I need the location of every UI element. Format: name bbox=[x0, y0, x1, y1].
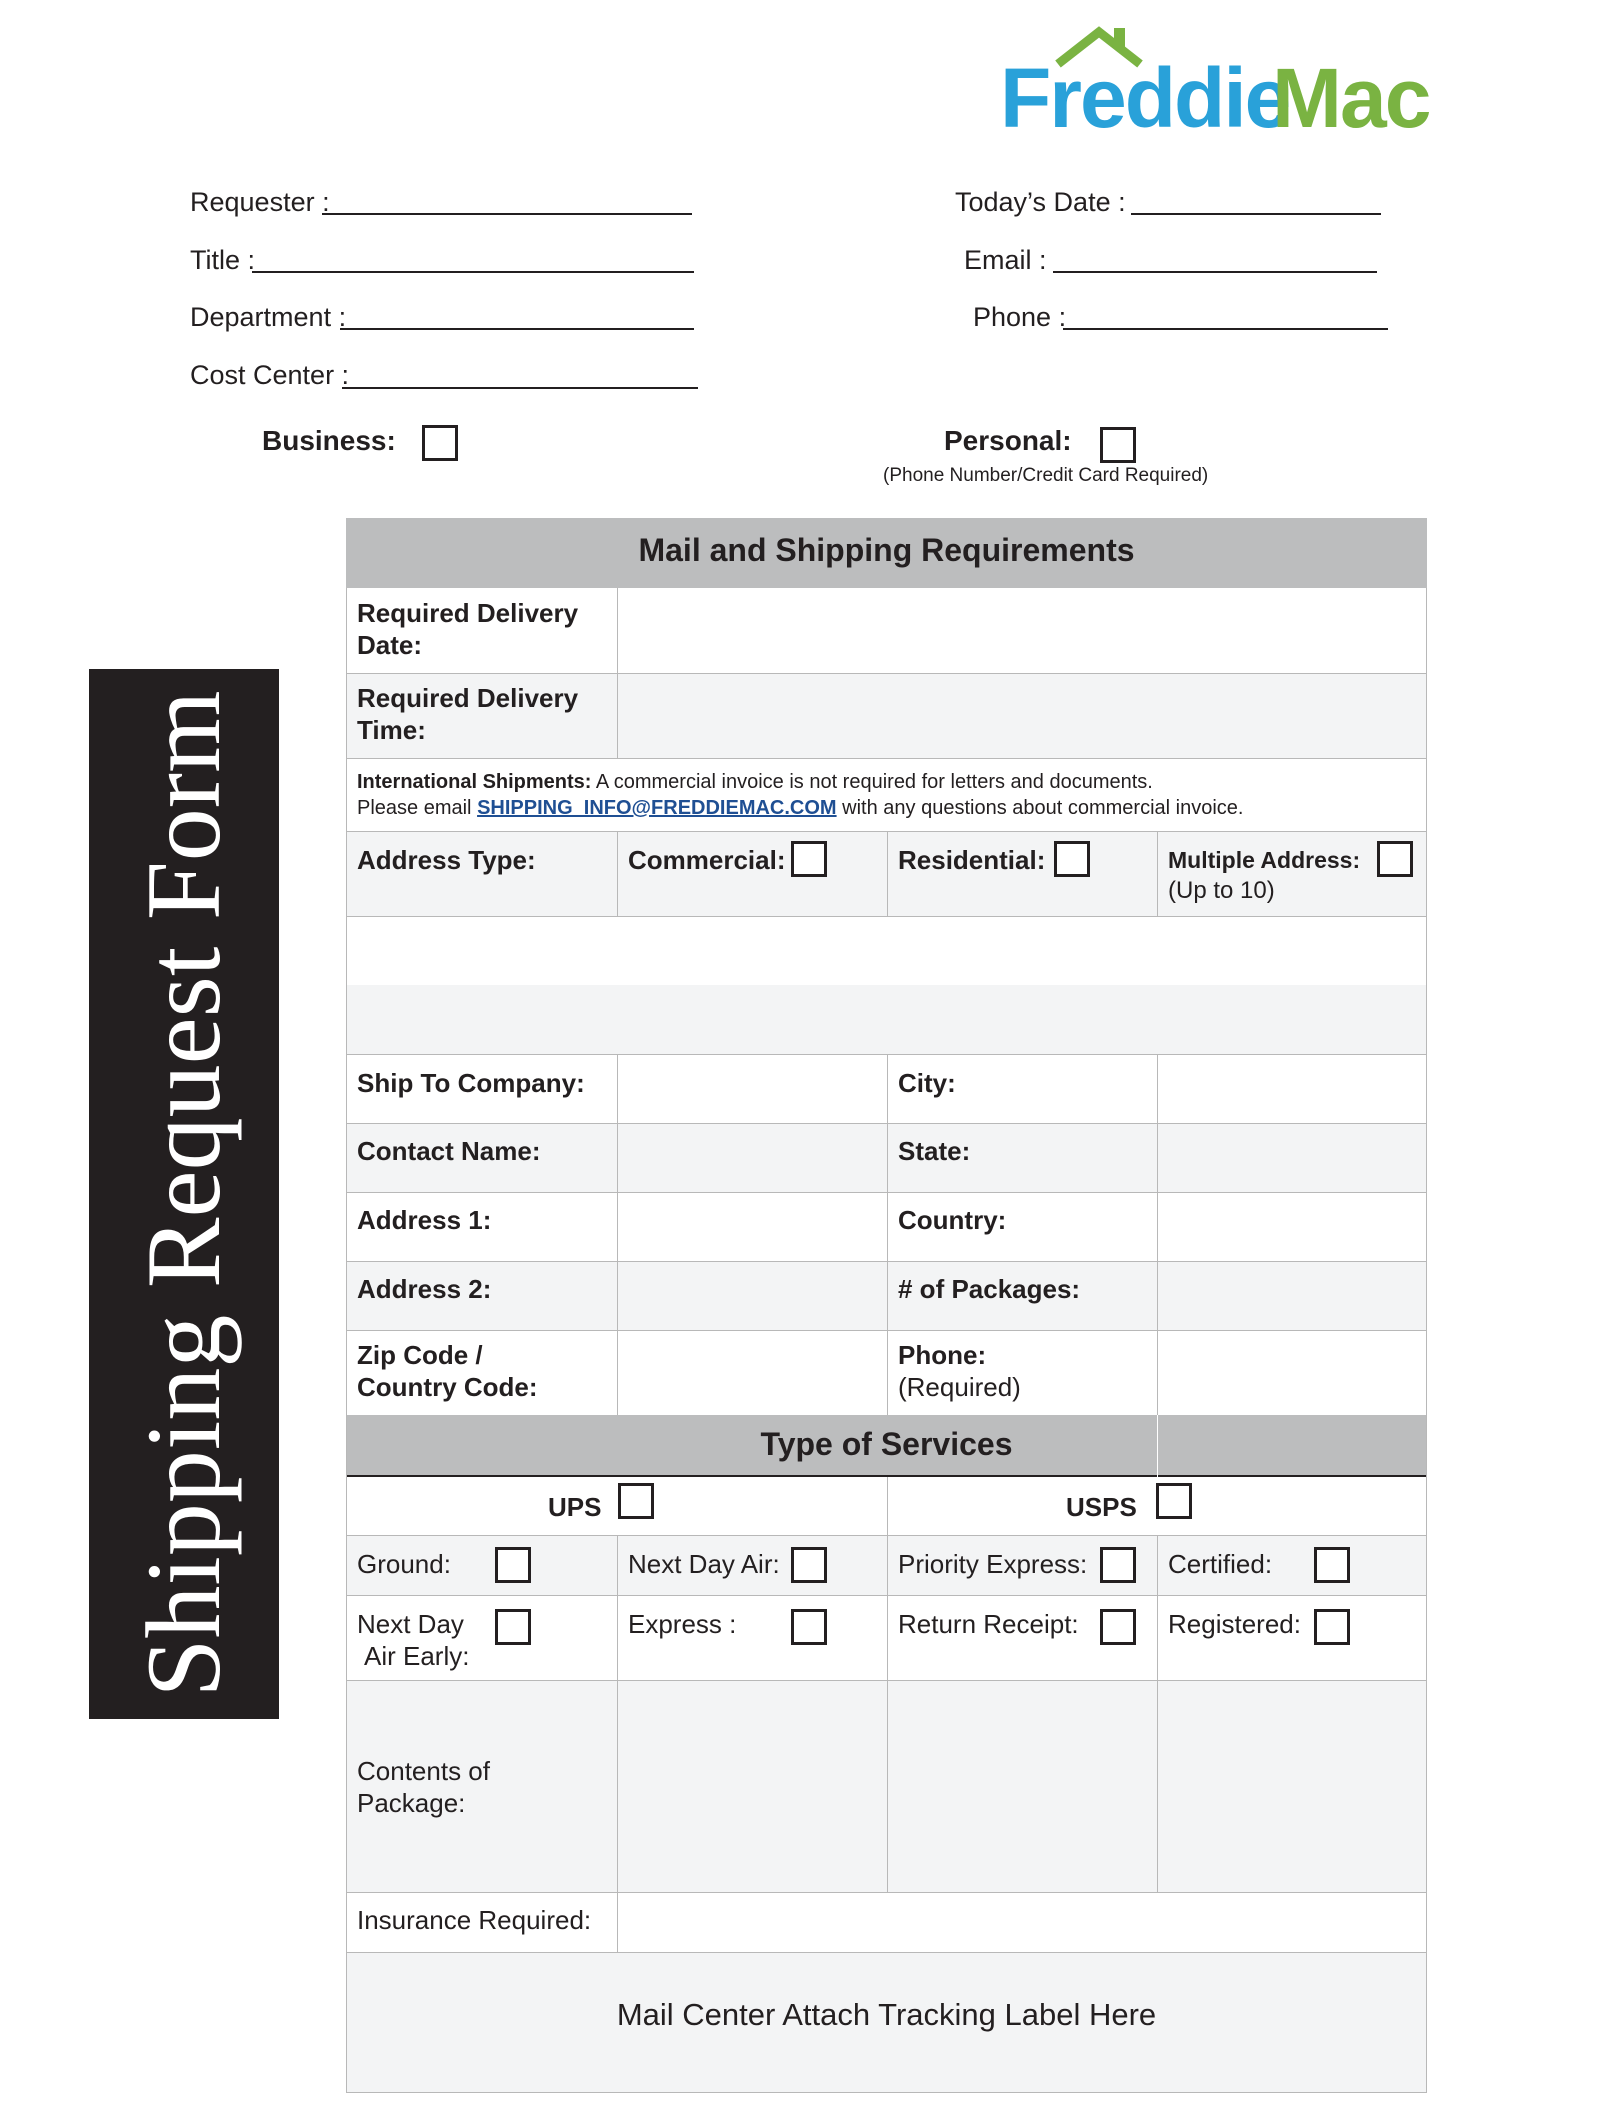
packages-input[interactable] bbox=[1157, 1261, 1427, 1330]
sidebar-banner bbox=[89, 669, 279, 1719]
personal-label: Personal: bbox=[944, 425, 1072, 456]
title-field[interactable] bbox=[252, 271, 694, 273]
blank-row-1[interactable] bbox=[346, 916, 1427, 985]
phone-field[interactable] bbox=[1063, 328, 1388, 330]
services-heading-row bbox=[346, 1415, 1427, 1477]
contact-name-input[interactable] bbox=[617, 1123, 885, 1192]
personal-note: (Phone Number/Credit Card Required) bbox=[883, 465, 1209, 486]
grid-line bbox=[1157, 1054, 1158, 1415]
email-note bbox=[357, 795, 1243, 821]
delivery-date-input[interactable] bbox=[617, 588, 1427, 673]
phone-label-table: Phone: bbox=[898, 1340, 987, 1370]
phone-required-note: (Required) bbox=[898, 1372, 1021, 1402]
express-label: Express : bbox=[628, 1609, 737, 1639]
requester-label: Requester : bbox=[190, 187, 330, 217]
delivery-date-label-l2: Date: bbox=[357, 630, 423, 660]
commercial-label: Commercial: bbox=[628, 845, 786, 875]
grid-line bbox=[346, 916, 1427, 917]
grid-line bbox=[1426, 588, 1427, 2093]
country-label: Country: bbox=[898, 1205, 1007, 1235]
state-input[interactable] bbox=[1157, 1123, 1427, 1192]
multiple-address-checkbox[interactable] bbox=[1377, 841, 1413, 877]
address2-label: Address 2: bbox=[357, 1274, 492, 1304]
grid-line bbox=[1157, 831, 1158, 916]
ups-label: UPS bbox=[548, 1492, 602, 1522]
shipping-info-email-link[interactable]: SHIPPING_INFO@FREDDIEMAC.COM bbox=[477, 797, 837, 819]
registered-label: Registered: bbox=[1168, 1609, 1301, 1639]
zip-input[interactable] bbox=[617, 1330, 885, 1415]
next-day-air-early-label-l2: Air Early: bbox=[364, 1641, 470, 1671]
delivery-time-label-l2: Time: bbox=[357, 715, 426, 745]
insurance-label: Insurance Required: bbox=[357, 1905, 592, 1935]
certified-checkbox[interactable] bbox=[1314, 1547, 1350, 1583]
grid-line bbox=[887, 831, 888, 916]
return-receipt-checkbox[interactable] bbox=[1100, 1609, 1136, 1645]
sidebar-title: Shipping Request Form bbox=[125, 690, 242, 1698]
next-day-air-early-label-l1: Next Day bbox=[357, 1609, 464, 1639]
delivery-time-input[interactable] bbox=[617, 673, 1427, 758]
todays-date-field[interactable] bbox=[1131, 213, 1381, 215]
freddie-mac-logo bbox=[1000, 26, 1440, 145]
contents-input[interactable] bbox=[617, 1680, 1427, 1892]
international-note-text: A commercial invoice is not required for letters and documents. bbox=[591, 771, 1153, 793]
next-day-air-early-checkbox[interactable] bbox=[495, 1609, 531, 1645]
city-label: City: bbox=[898, 1068, 956, 1098]
registered-checkbox[interactable] bbox=[1314, 1609, 1350, 1645]
residential-label: Residential: bbox=[898, 845, 1046, 875]
cost-center-field[interactable] bbox=[342, 387, 698, 389]
email-field[interactable] bbox=[1053, 271, 1377, 273]
grid-line bbox=[1157, 1535, 1158, 1892]
grid-line bbox=[617, 1535, 618, 1952]
logo-word-freddie: Freddie bbox=[1000, 51, 1290, 145]
international-note-bold: International Shipments: bbox=[357, 771, 592, 793]
multiple-address-note: (Up to 10) bbox=[1168, 877, 1275, 904]
return-receipt-label: Return Receipt: bbox=[898, 1609, 1079, 1639]
shipping-table bbox=[346, 518, 1427, 2093]
ups-checkbox[interactable] bbox=[618, 1483, 654, 1519]
usps-checkbox[interactable] bbox=[1156, 1483, 1192, 1519]
business-checkbox[interactable] bbox=[422, 425, 458, 461]
international-note bbox=[357, 769, 1153, 795]
address2-input[interactable] bbox=[617, 1261, 885, 1330]
grid-line bbox=[346, 588, 347, 2093]
ship-to-company-input[interactable] bbox=[617, 1054, 885, 1123]
delivery-time-label-l1: Required Delivery bbox=[357, 683, 579, 713]
email-label: Email : bbox=[964, 245, 1047, 275]
contact-name-label: Contact Name: bbox=[357, 1136, 541, 1166]
country-input[interactable] bbox=[1157, 1192, 1427, 1261]
email-note-prefix: Please email bbox=[357, 797, 478, 819]
zip-label-l2: Country Code: bbox=[357, 1372, 538, 1402]
express-checkbox[interactable] bbox=[791, 1609, 827, 1645]
title-label: Title : bbox=[190, 245, 256, 275]
logo-word-mac: Mac bbox=[1272, 51, 1430, 145]
priority-express-label: Priority Express: bbox=[898, 1549, 1088, 1579]
services-heading: Type of Services bbox=[760, 1426, 1013, 1462]
packages-label: # of Packages: bbox=[898, 1274, 1081, 1304]
residential-checkbox[interactable] bbox=[1054, 841, 1090, 877]
address1-label: Address 1: bbox=[357, 1205, 492, 1235]
phone-input[interactable] bbox=[1157, 1330, 1427, 1415]
commercial-checkbox[interactable] bbox=[791, 841, 827, 877]
business-label: Business: bbox=[262, 425, 396, 456]
grid-line bbox=[346, 758, 1427, 759]
delivery-date-label-l1: Required Delivery bbox=[357, 598, 579, 628]
address-type-label: Address Type: bbox=[357, 845, 536, 875]
department-field[interactable] bbox=[340, 328, 694, 330]
grid-line bbox=[346, 2092, 1427, 2093]
requester-field[interactable] bbox=[322, 213, 692, 215]
blank-row-2[interactable] bbox=[346, 985, 1427, 1054]
grid-line bbox=[887, 1477, 888, 1892]
mail-heading-row bbox=[346, 518, 1427, 588]
grid-line bbox=[346, 1952, 1427, 1953]
next-day-air-label: Next Day Air: bbox=[628, 1549, 780, 1579]
department-label: Department : bbox=[190, 302, 347, 332]
todays-date-label: Today’s Date : bbox=[955, 187, 1126, 217]
ground-checkbox[interactable] bbox=[495, 1547, 531, 1583]
tracking-label-text: Mail Center Attach Tracking Label Here bbox=[616, 1997, 1157, 2032]
next-day-air-checkbox[interactable] bbox=[791, 1547, 827, 1583]
contents-label-l2: Package: bbox=[357, 1788, 466, 1818]
city-input[interactable] bbox=[1157, 1054, 1427, 1123]
grid-line bbox=[617, 831, 618, 916]
email-note-suffix: with any questions about commercial invoice. bbox=[836, 797, 1244, 819]
contents-label-l1: Contents of bbox=[357, 1756, 490, 1786]
certified-label: Certified: bbox=[1168, 1549, 1273, 1579]
ground-label: Ground: bbox=[357, 1549, 451, 1579]
address1-input[interactable] bbox=[617, 1192, 885, 1261]
ship-to-company-label: Ship To Company: bbox=[357, 1068, 585, 1098]
insurance-input[interactable] bbox=[617, 1892, 1427, 1952]
grid-line bbox=[346, 673, 1427, 674]
cost-center-label: Cost Center : bbox=[190, 360, 350, 390]
usps-label: USPS bbox=[1066, 1492, 1137, 1522]
grid-line bbox=[617, 588, 618, 758]
state-label: State: bbox=[898, 1136, 971, 1166]
phone-label: Phone : bbox=[973, 302, 1067, 332]
mail-heading: Mail and Shipping Requirements bbox=[638, 532, 1135, 568]
grid-line bbox=[1157, 1415, 1158, 1477]
multiple-address-label: Multiple Address: bbox=[1168, 847, 1361, 873]
grid-line bbox=[887, 1054, 888, 1415]
priority-express-checkbox[interactable] bbox=[1100, 1547, 1136, 1583]
personal-checkbox[interactable] bbox=[1100, 427, 1136, 463]
grid-line bbox=[346, 1892, 1427, 1893]
grid-line bbox=[617, 1054, 618, 1415]
zip-label-l1: Zip Code / bbox=[357, 1340, 483, 1370]
